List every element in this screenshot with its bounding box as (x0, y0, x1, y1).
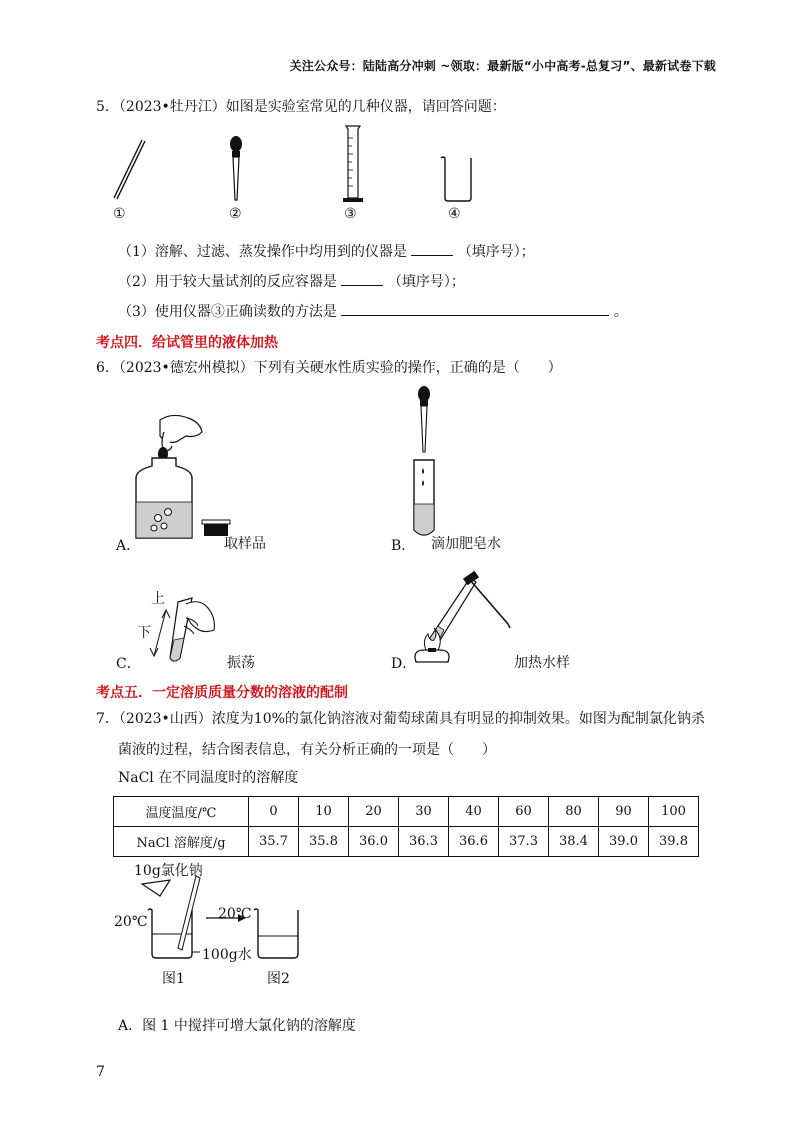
q6-stem: 6．（2023•德宏州模拟）下列有关硬水性质实验的操作，正确的是（ ） (96, 360, 562, 376)
answer-blank[interactable] (341, 273, 383, 286)
q6-option-b-caption: 滴加肥皂水 (431, 536, 501, 552)
q5-label-3: ③ (344, 206, 357, 222)
table-cell: 0 (249, 797, 299, 827)
dropper-test-tube-illustration (404, 384, 444, 544)
section-title-5: 考点五．一定溶质质量分数的溶液的配制 (96, 685, 348, 701)
graduated-cylinder-icon (340, 124, 366, 204)
table-cell: 35.7 (249, 827, 299, 857)
table-header-cell: NaCl 溶解度/g (114, 827, 249, 857)
q6-option-d-caption: 加热水样 (514, 655, 570, 671)
q5-item-3 (118, 302, 628, 322)
table-cell: 30 (399, 797, 449, 827)
shake-up-label: 上 (151, 591, 165, 607)
table-cell: 60 (499, 797, 549, 827)
page-number: 7 (96, 1064, 105, 1080)
q6-option-a-caption: 取样品 (224, 536, 266, 552)
table-cell: 10 (299, 797, 349, 827)
q5-label-4: ④ (448, 206, 461, 222)
q5-item-1-suffix: （填序号）； (457, 244, 535, 260)
heating-tube-illustration (412, 566, 522, 670)
table-cell: 37.3 (499, 827, 549, 857)
table-cell: 35.8 (299, 827, 349, 857)
table-cell: 80 (549, 797, 599, 827)
table-cell: 36.0 (349, 827, 399, 857)
q5-item-2-prefix: （2）用于较大量试剂的反应容器是 (118, 274, 337, 290)
table-cell: 36.3 (399, 827, 449, 857)
table-cell: 38.4 (549, 827, 599, 857)
table-cell: 39.0 (599, 827, 649, 857)
beaker-icon (438, 154, 476, 204)
temp-left-label: 20℃ (114, 914, 148, 930)
q5-item-1 (118, 242, 535, 262)
table-row (114, 797, 699, 827)
table-cell: 40 (449, 797, 499, 827)
table-header-cell: 温度温度/℃ (114, 797, 249, 827)
q5-label-2: ② (229, 206, 242, 222)
q5-stem: 5．（2023•牡丹江）如图是实验室常见的几种仪器，请回答问题： (96, 99, 506, 115)
fig2-caption: 图2 (267, 971, 290, 987)
fig1-caption: 图1 (162, 971, 185, 987)
q5-item-3-prefix: （3）使用仪器③正确读数的方法是 (118, 304, 337, 320)
page-header: 关注公众号：陆陆高分冲刺 ~领取：最新版“小中高考-总复习”、最新试卷下载 (289, 59, 716, 73)
temp-arrow-label: 20℃ (218, 906, 252, 922)
q5-item-1-prefix: （1）溶解、过滤、蒸发操作中均用到的仪器是 (118, 244, 407, 260)
q6-option-d-letter[interactable]: D． (391, 656, 417, 672)
section-title-4: 考点四．给试管里的液体加热 (96, 335, 278, 351)
q6-option-c-letter[interactable]: C． (116, 656, 141, 672)
q5-label-1: ① (113, 206, 126, 222)
glass-rod-icon (108, 138, 148, 202)
water-label: 100g水 (202, 947, 252, 963)
shake-down-label: 下 (137, 625, 151, 641)
table-cell: 100 (649, 797, 699, 827)
q7-stem-line1: 7．（2023•山西）浓度为10%的氯化钠溶液对葡萄球菌具有明显的抑制效果。如图为配制氯化钠杀 (96, 711, 705, 727)
q6-option-c-caption: 振荡 (227, 655, 255, 671)
q5-item-3-suffix: 。 (613, 304, 628, 320)
answer-blank[interactable] (411, 243, 453, 256)
q7-stem-line2: 菌液的过程，结合图表信息，有关分析正确的一项是（ ） (118, 742, 496, 758)
solubility-table (113, 796, 699, 857)
table-cell: 36.6 (449, 827, 499, 857)
q7-option-a[interactable]: A．图 1 中搅拌可增大氯化钠的溶解度 (118, 1018, 356, 1034)
q6-option-b-letter[interactable]: B． (391, 538, 416, 554)
dropper-icon (226, 134, 246, 206)
salt-label: 10g氯化钠 (134, 863, 203, 879)
sample-bottle-illustration (130, 410, 240, 550)
table-cell: 20 (349, 797, 399, 827)
answer-blank[interactable] (341, 303, 609, 316)
solubility-table-title: NaCl 在不同温度时的溶解度 (118, 770, 299, 786)
table-row (114, 827, 699, 857)
table-cell: 39.8 (649, 827, 699, 857)
q6-option-a-letter[interactable]: A． (116, 538, 141, 554)
q5-item-2 (118, 272, 465, 292)
table-cell: 90 (599, 797, 649, 827)
q5-item-2-suffix: （填序号）； (387, 274, 465, 290)
